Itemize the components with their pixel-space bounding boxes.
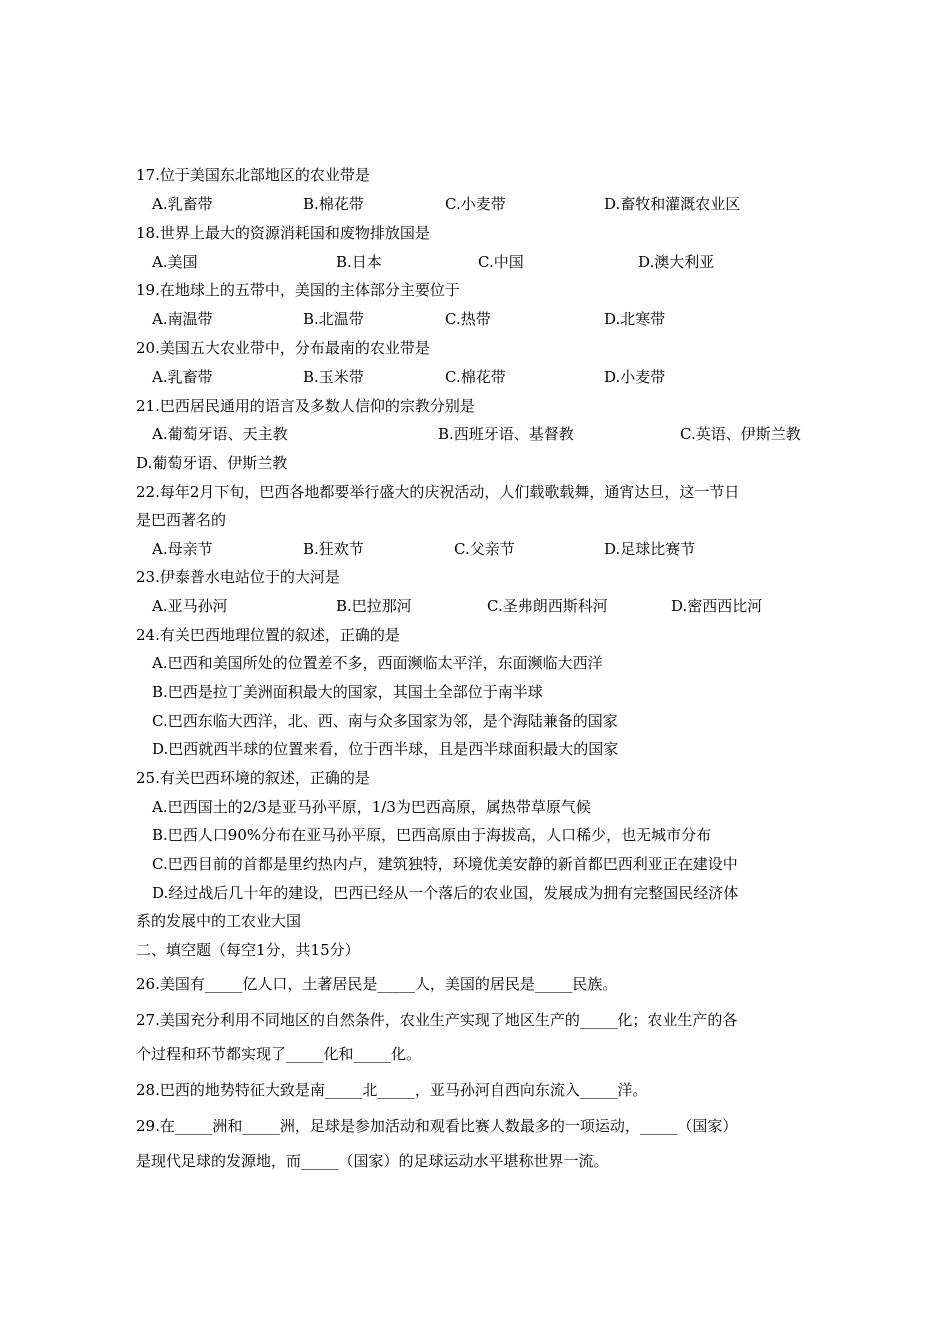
section2-heading: 二、填空题（每空1分，共15分）: [136, 941, 360, 959]
q22-stem-line2: 是巴西著名的: [136, 511, 227, 529]
q22-stem-line1: 22.每年2月下旬，巴西各地都要举行盛大的庆祝活动，人们载歌载舞，通宵达旦，这一节日: [136, 483, 740, 501]
q17-option-d: D.畜牧和灌溉农业区: [604, 195, 741, 213]
q24-option-a: A.巴西和美国所处的位置差不多，西面濒临太平洋，东面濒临大西洋: [152, 654, 603, 672]
q17-option-b: B.棉花带: [303, 195, 364, 213]
q21-option-c: C.英语、伊斯兰教: [680, 425, 801, 443]
q18-option-a: A.美国: [152, 253, 198, 271]
q27-line2: 个过程和环节都实现了_____化和_____化。: [136, 1045, 422, 1063]
q24-option-c: C.巴西东临大西洋，北、西、南与众多国家为邻，是个海陆兼备的国家: [152, 712, 618, 730]
q23-option-d: D.密西西比河: [671, 597, 763, 615]
q21-option-b: B.西班牙语、基督教: [438, 425, 574, 443]
q20-option-b: B.玉米带: [303, 368, 364, 386]
q27-line1: 27.美国充分利用不同地区的自然条件，农业生产实现了地区生产的_____化；农业生产的各: [136, 1011, 738, 1029]
q20-option-a: A.乳畜带: [152, 368, 213, 386]
q21-option-d: D.葡萄牙语、伊斯兰教: [136, 454, 288, 472]
q19-option-a: A.南温带: [152, 310, 213, 328]
q20-option-c: C.棉花带: [445, 368, 506, 386]
q18-stem: 18.世界上最大的资源消耗国和废物排放国是: [136, 224, 430, 242]
q28-text: 28.巴西的地势特征大致是南_____北_____，亚马孙河自西向东流入_____洋。: [136, 1081, 648, 1099]
q26-text: 26.美国有_____亿人口，土著居民是_____人，美国的居民是_____民族。: [136, 975, 618, 993]
q17-option-c: C.小麦带: [445, 195, 506, 213]
q18-option-d: D.澳大利亚: [638, 253, 715, 271]
q20-option-d: D.小麦带: [604, 368, 666, 386]
q23-stem: 23.伊泰普水电站位于的大河是: [136, 568, 340, 586]
q23-option-a: A.亚马孙河: [152, 597, 228, 615]
q19-option-d: D.北寒带: [604, 310, 666, 328]
q25-option-d-line1: D.经过战后几十年的建设，巴西已经从一个落后的农业国，发展成为拥有完整国民经济体: [152, 884, 739, 902]
q17-option-a: A.乳畜带: [152, 195, 213, 213]
q17-stem: 17.位于美国东北部地区的农业带是: [136, 166, 370, 184]
q22-option-c: C.父亲节: [454, 540, 515, 558]
q25-stem: 25.有关巴西环境的叙述，正确的是: [136, 769, 370, 787]
q18-option-b: B.日本: [336, 253, 382, 271]
q21-stem: 21.巴西居民通用的语言及多数人信仰的宗教分别是: [136, 397, 475, 415]
q25-option-a: A.巴西国土的2/3是亚马孙平原，1/3为巴西高原，属热带草原气候: [152, 798, 591, 816]
q22-option-a: A.母亲节: [152, 540, 213, 558]
q24-stem: 24.有关巴西地理位置的叙述，正确的是: [136, 626, 400, 644]
q19-option-b: B.北温带: [303, 310, 364, 328]
q25-option-b: B.巴西人口90%分布在亚马孙平原，巴西高原由于海拔高，人口稀少，也无城市分布: [152, 826, 712, 844]
q25-option-d-line2: 系的发展中的工农业大国: [136, 912, 302, 930]
q19-option-c: C.热带: [445, 310, 491, 328]
q19-stem: 19.在地球上的五带中，美国的主体部分主要位于: [136, 281, 460, 299]
q18-option-c: C.中国: [478, 253, 524, 271]
q22-option-b: B.狂欢节: [303, 540, 364, 558]
q23-option-b: B.巴拉那河: [336, 597, 412, 615]
q24-option-b: B.巴西是拉丁美洲面积最大的国家，其国土全部位于南半球: [152, 683, 543, 701]
q25-option-c: C.巴西目前的首都是里约热内卢，建筑独特，环境优美安静的新首都巴西利亚正在建设中: [152, 855, 738, 873]
q29-line2: 是现代足球的发源地，而_____（国家）的足球运动水平堪称世界一流。: [136, 1152, 609, 1170]
q29-line1: 29.在_____洲和_____洲，足球是参加活动和观看比赛人数最多的一项运动，_____（国家）: [136, 1117, 738, 1135]
q20-stem: 20.美国五大农业带中，分布最南的农业带是: [136, 339, 430, 357]
q22-option-d: D.足球比赛节: [604, 540, 696, 558]
q24-option-d: D.巴西就西半球的位置来看，位于西半球，且是西半球面积最大的国家: [152, 740, 619, 758]
q21-option-a: A.葡萄牙语、天主教: [152, 425, 288, 443]
q23-option-c: C.圣弗朗西斯科河: [487, 597, 608, 615]
